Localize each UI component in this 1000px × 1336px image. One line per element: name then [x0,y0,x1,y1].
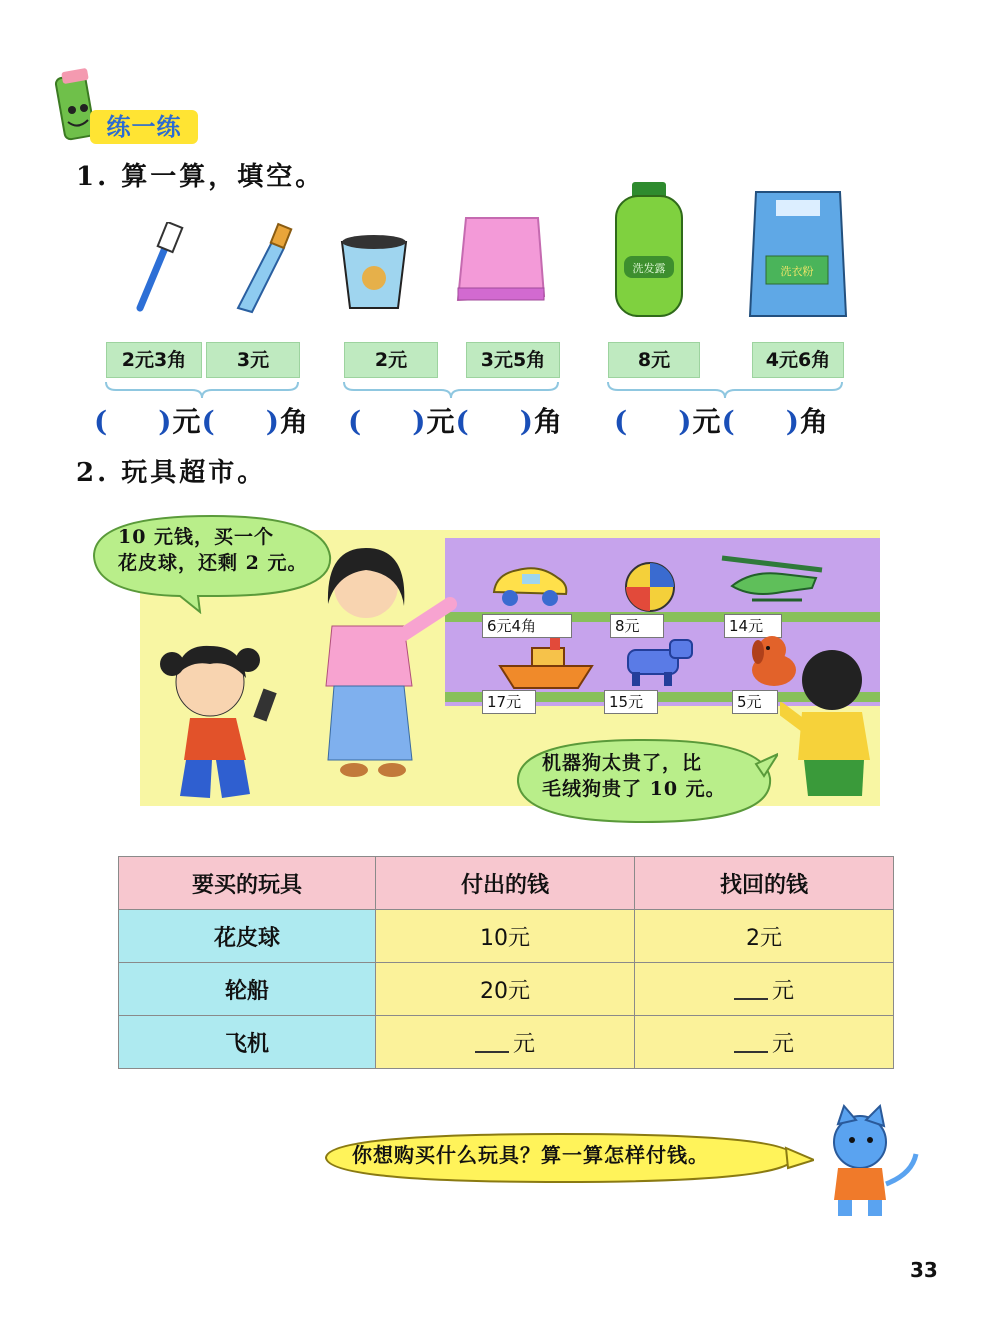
footer-bubble-text: 你想购买什么玩具？算一算怎样付钱。 [352,1143,709,1167]
toy-cell: 飞机 [119,1016,376,1069]
table-header-cell: 付出的钱 [376,857,635,910]
toy-price-tag: 17元 [482,690,536,714]
toy-price-tag: 14元 [724,614,782,638]
cup-icon [338,232,410,312]
robot-dog-icon [614,634,698,690]
little-girl-icon [150,630,290,806]
price-tag-toothbrush: 2元3角 [106,342,202,378]
toy-purchase-table [118,856,894,1069]
blue-cat-mascot-icon [816,1104,920,1220]
ball-icon [620,560,680,614]
toy-price-tag: 15元 [604,690,658,714]
detergent-icon [746,186,850,320]
fill-in-group-1: ( )元( )角 [94,405,310,438]
paid-cell[interactable]: 元 [376,1016,635,1069]
toy-plane-icon [712,548,830,610]
brace [606,380,844,400]
paid-cell: 10元 [376,910,635,963]
table-row [119,910,894,963]
price-tag-cup: 2元 [344,342,438,378]
toy-price-tag: 8元 [610,614,664,638]
section1-title: 1. 算一算，填空。 [76,162,325,192]
price-tag-toothpaste: 3元 [206,342,300,378]
change-cell[interactable]: 元 [635,1016,894,1069]
detergent-label: 洗衣粉 [780,265,814,278]
fill-in-group-2: ( )元( )角 [348,405,564,438]
toy-cell: 花皮球 [119,910,376,963]
toothbrush-icon [128,222,188,314]
toy-price-tag: 5元 [732,690,778,714]
boy-bubble-text: 机器狗太贵了，比 毛绒狗贵了 10 元。 [542,752,726,800]
toothpaste-icon [228,222,298,314]
table-header-cell: 要买的玩具 [119,857,376,910]
table-header-row [119,857,894,910]
little-boy-icon [780,636,884,804]
page-number: 33 [910,1258,938,1282]
answer-blank[interactable] [734,1033,768,1053]
answer-blank[interactable] [734,980,768,1000]
fill-in-group-3: ( )元( )角 [614,405,830,438]
change-cell[interactable]: 元 [635,963,894,1016]
change-cell: 2元 [635,910,894,963]
paid-cell: 20元 [376,963,635,1016]
shampoo-icon [612,180,686,320]
table-header-cell: 找回的钱 [635,857,894,910]
section2-title: 2. 玩具超市。 [76,458,267,488]
price-tag-detergent: 4元6角 [752,342,844,378]
girl-bubble-text: 10 元钱，买一个 花皮球，还剩 2 元。 [118,526,308,574]
towel-icon [452,214,548,306]
brace [104,380,300,400]
price-tag-shampoo: 8元 [608,342,700,378]
answer-blank[interactable] [475,1033,509,1053]
table-row [119,963,894,1016]
toy-cell: 轮船 [119,963,376,1016]
shampoo-label: 洗发露 [632,262,666,275]
brace [342,380,560,400]
toy-ship-icon [496,636,596,692]
table-row [119,1016,894,1069]
toy-car-icon [488,556,572,612]
exercise-badge: 练一练 [90,110,198,144]
price-tag-towel: 3元5角 [466,342,560,378]
toy-price-tag: 6元4角 [482,614,572,638]
